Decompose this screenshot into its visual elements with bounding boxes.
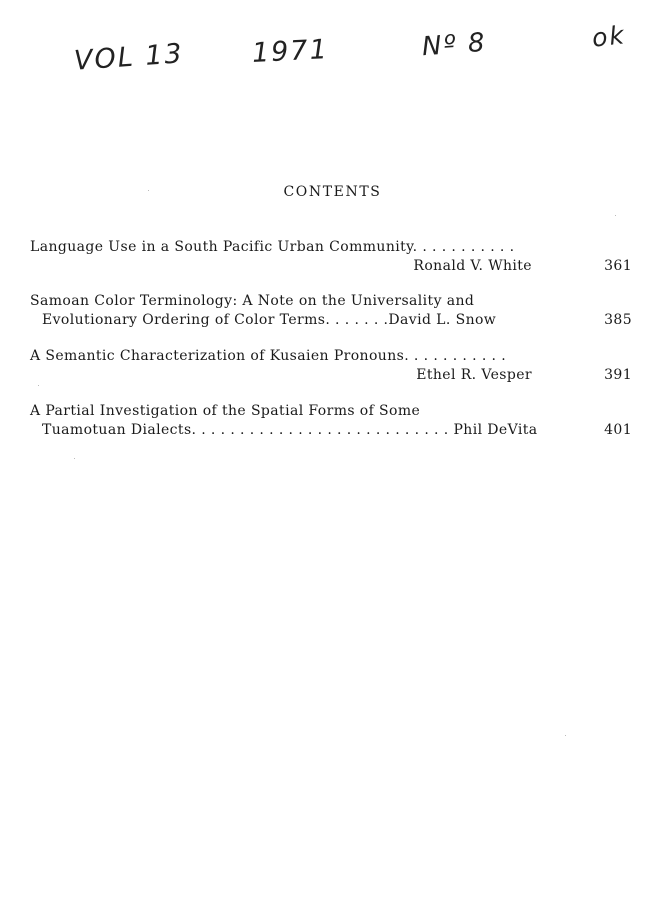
toc-entry-title-continued: Tuamotuan Dialects. . . . . . . . . . . . . . . . . . . . . . . . . . . (42, 422, 449, 438)
toc-entry-page: 401 (604, 422, 632, 438)
toc-entry-page: 385 (604, 312, 632, 328)
toc-entry-author: David L. Snow (388, 312, 497, 328)
toc-entry (30, 292, 640, 330)
scan-speck (74, 458, 75, 459)
toc-entry (30, 347, 640, 385)
scan-speck (615, 215, 616, 216)
scan-speck (565, 735, 566, 736)
toc-entry-title: A Semantic Characterization of Kusaien Pronouns. . . . . . . . . . . (30, 348, 507, 364)
toc-entry-title-continued: Evolutionary Ordering of Color Terms. . . . . . . (42, 312, 389, 328)
toc-entry (30, 402, 640, 440)
handwritten-year: 1971 (251, 34, 330, 69)
toc-entry-author: Ronald V. White (413, 258, 532, 274)
handwritten-ok-mark: ok (590, 20, 628, 53)
toc-entry-title: A Partial Investigation of the Spatial Forms of Some (30, 403, 421, 419)
toc-entry-page: 391 (604, 367, 632, 383)
handwritten-volume: VOL 13 (73, 38, 185, 77)
scan-speck (148, 190, 149, 191)
toc-entry-title: Samoan Color Terminology: A Note on the Universality and (30, 293, 475, 309)
toc-entry-author: Ethel R. Vesper (416, 367, 532, 383)
scan-speck (38, 385, 39, 386)
toc-entry (30, 238, 640, 276)
toc-entry-page: 361 (604, 258, 632, 274)
toc-entry-author: Phil DeVita (453, 422, 538, 438)
toc-entry-title: Language Use in a South Pacific Urban Community. . . . . . . . . . . (30, 239, 515, 255)
contents-heading: CONTENTS (283, 184, 382, 200)
handwritten-number: Nº 8 (421, 27, 488, 63)
